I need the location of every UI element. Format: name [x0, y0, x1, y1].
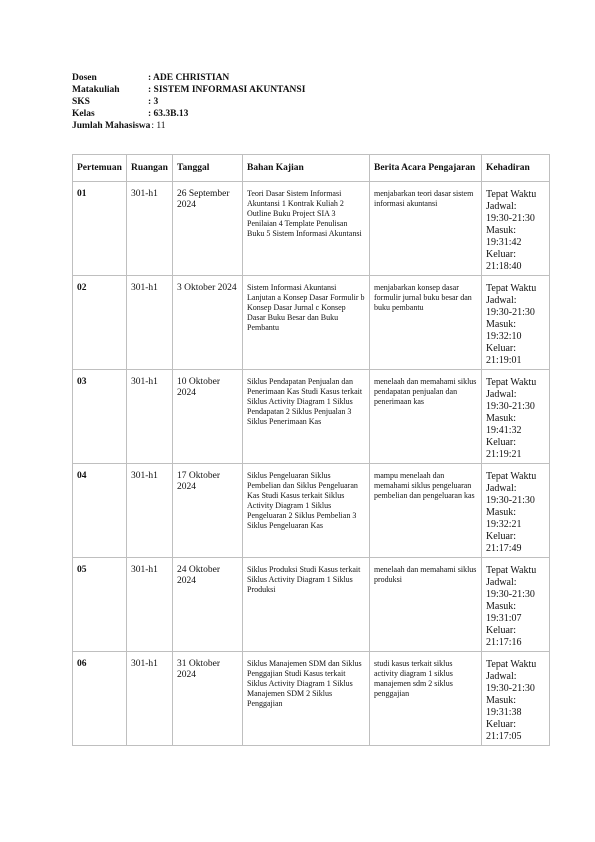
- attendance: [482, 276, 550, 370]
- teaching-report: menelaah dan memahami siklus pendapatan penjualan dan penerimaan kas: [370, 370, 482, 464]
- check-out-time: 21:19:21: [486, 449, 522, 460]
- meeting-number: 05: [73, 558, 127, 652]
- room: 301-h1: [127, 182, 173, 276]
- date: 10 Oktober 2024: [173, 370, 243, 464]
- table-row: [73, 652, 550, 746]
- check-in-time: 19:32:21: [486, 519, 522, 530]
- attendance: [482, 652, 550, 746]
- schedule-time: 19:30-21:30: [486, 401, 535, 412]
- header-tanggal: Tanggal: [173, 155, 243, 182]
- room: 301-h1: [127, 558, 173, 652]
- topic: Siklus Produksi Studi Kasus terkait Siklus Activity Diagram 1 Siklus Produksi: [243, 558, 370, 652]
- attendance-status: Tepat Waktu: [486, 659, 537, 670]
- check-in-time: 19:31:38: [486, 707, 522, 718]
- info-row-sks: [72, 96, 305, 108]
- schedule-time: 19:30-21:30: [486, 213, 535, 224]
- check-in-label: Masuk:: [486, 507, 516, 518]
- check-in-label: Masuk:: [486, 225, 516, 236]
- schedule-time: 19:30-21:30: [486, 589, 535, 600]
- teaching-report: menjabarkan teori dasar sistem informasi akuntansi: [370, 182, 482, 276]
- schedule-time: 19:30-21:30: [486, 495, 535, 506]
- check-in-label: Masuk:: [486, 601, 516, 612]
- topic: Siklus Pendapatan Penjualan dan Penerimaan Kas Studi Kasus terkait Siklus Activity Diagram 1 Siklus Pendapatan 2 Siklus Penjualan 3 Siklus Penerimaan Kas: [243, 370, 370, 464]
- table-row: [73, 276, 550, 370]
- check-in-time: 19:41:32: [486, 425, 522, 436]
- check-out-time: 21:17:49: [486, 543, 522, 554]
- check-in-label: Masuk:: [486, 413, 516, 424]
- table-header-row: [73, 155, 550, 182]
- header-pertemuan: Pertemuan: [73, 155, 127, 182]
- check-out-label: Keluar:: [486, 437, 516, 448]
- check-out-label: Keluar:: [486, 531, 516, 542]
- info-row-dosen: [72, 72, 305, 84]
- attendance-status: Tepat Waktu: [486, 377, 537, 388]
- schedule-label: Jadwal:: [486, 295, 517, 306]
- info-row-jumlah-mahasiswa: [72, 120, 305, 132]
- table-row: [73, 182, 550, 276]
- table-row: [73, 370, 550, 464]
- info-label: Dosen: [72, 73, 97, 83]
- attendance-status: Tepat Waktu: [486, 471, 537, 482]
- info-value: : 11: [151, 121, 166, 131]
- check-out-label: Keluar:: [486, 719, 516, 730]
- info-label: SKS: [72, 97, 90, 107]
- table-row: [73, 464, 550, 558]
- info-value: : ADE CHRISTIAN: [148, 73, 230, 83]
- info-value: : 3: [148, 97, 159, 107]
- meeting-number: 06: [73, 652, 127, 746]
- meeting-number: 04: [73, 464, 127, 558]
- header-kehadiran: Kehadiran: [482, 155, 550, 182]
- meeting-number: 03: [73, 370, 127, 464]
- attendance-table: [72, 154, 550, 746]
- table-row: [73, 558, 550, 652]
- teaching-report: menelaah dan memahami siklus produksi: [370, 558, 482, 652]
- check-in-label: Masuk:: [486, 695, 516, 706]
- attendance-status: Tepat Waktu: [486, 283, 537, 294]
- info-value: : SISTEM INFORMASI AKUNTANSI: [148, 85, 306, 95]
- date: 26 September 2024: [173, 182, 243, 276]
- check-out-time: 21:19:01: [486, 355, 522, 366]
- check-out-label: Keluar:: [486, 625, 516, 636]
- date: 3 Oktober 2024: [173, 276, 243, 370]
- schedule-label: Jadwal:: [486, 671, 517, 682]
- room: 301-h1: [127, 464, 173, 558]
- schedule-label: Jadwal:: [486, 483, 517, 494]
- date: 31 Oktober 2024: [173, 652, 243, 746]
- room: 301-h1: [127, 370, 173, 464]
- header-ruangan: Ruangan: [127, 155, 173, 182]
- header-berita-acara: Berita Acara Pengajaran: [370, 155, 482, 182]
- info-value: : 63.3B.13: [148, 109, 189, 119]
- teaching-report: studi kasus terkait siklus activity diagram 1 siklus manajemen sdm 2 siklus penggajian: [370, 652, 482, 746]
- topic: Sistem Informasi Akuntansi Lanjutan a Konsep Dasar Formulir b Konsep Dasar Jurnal c Konsep Dasar Buku Besar dan Buku Pembantu: [243, 276, 370, 370]
- date: 17 Oktober 2024: [173, 464, 243, 558]
- schedule-label: Jadwal:: [486, 577, 517, 588]
- check-in-label: Masuk:: [486, 319, 516, 330]
- check-out-label: Keluar:: [486, 249, 516, 260]
- schedule-label: Jadwal:: [486, 201, 517, 212]
- attendance: [482, 182, 550, 276]
- meeting-number: 01: [73, 182, 127, 276]
- meeting-number: 02: [73, 276, 127, 370]
- topic: Siklus Manajemen SDM dan Siklus Penggajian Studi Kasus terkait Siklus Activity Diagram 1 Siklus Manajemen SDM 2 Siklus Penggajian: [243, 652, 370, 746]
- info-label: Kelas: [72, 109, 95, 119]
- check-out-time: 21:18:40: [486, 261, 522, 272]
- check-out-label: Keluar:: [486, 343, 516, 354]
- attendance-status: Tepat Waktu: [486, 565, 537, 576]
- info-label: Matakuliah: [72, 85, 120, 95]
- info-label: Jumlah Mahasiswa: [72, 121, 151, 131]
- course-info: [72, 72, 305, 132]
- info-row-matakuliah: [72, 84, 305, 96]
- attendance: [482, 464, 550, 558]
- schedule-time: 19:30-21:30: [486, 307, 535, 318]
- date: 24 Oktober 2024: [173, 558, 243, 652]
- topic: Teori Dasar Sistem Informasi Akuntansi 1 Kontrak Kuliah 2 Outline Buku Project SIA 3 Penilaian 4 Template Penulisan Buku 5 Sistem Informasi Akuntansi: [243, 182, 370, 276]
- check-in-time: 19:31:07: [486, 613, 522, 624]
- schedule-time: 19:30-21:30: [486, 683, 535, 694]
- schedule-label: Jadwal:: [486, 389, 517, 400]
- attendance: [482, 370, 550, 464]
- attendance: [482, 558, 550, 652]
- room: 301-h1: [127, 276, 173, 370]
- check-in-time: 19:31:42: [486, 237, 522, 248]
- check-in-time: 19:32:10: [486, 331, 522, 342]
- teaching-report: menjabarkan konsep dasar formulir jurnal buku besar dan buku pembantu: [370, 276, 482, 370]
- room: 301-h1: [127, 652, 173, 746]
- info-row-kelas: [72, 108, 305, 120]
- teaching-report: mampu menelaah dan memahami siklus pengeluaran pembelian dan pengeluaran kas: [370, 464, 482, 558]
- check-out-time: 21:17:05: [486, 731, 522, 742]
- attendance-status: Tepat Waktu: [486, 189, 537, 200]
- topic: Siklus Pengeluaran Siklus Pembelian dan Siklus Pengeluaran Kas Studi Kasus terkait Siklus Activity Diagram 1 Siklus Pengeluaran 2 Siklus Pembelian 3 Siklus Pengeluaran Kas: [243, 464, 370, 558]
- check-out-time: 21:17:16: [486, 637, 522, 648]
- header-bahan-kajian: Bahan Kajian: [243, 155, 370, 182]
